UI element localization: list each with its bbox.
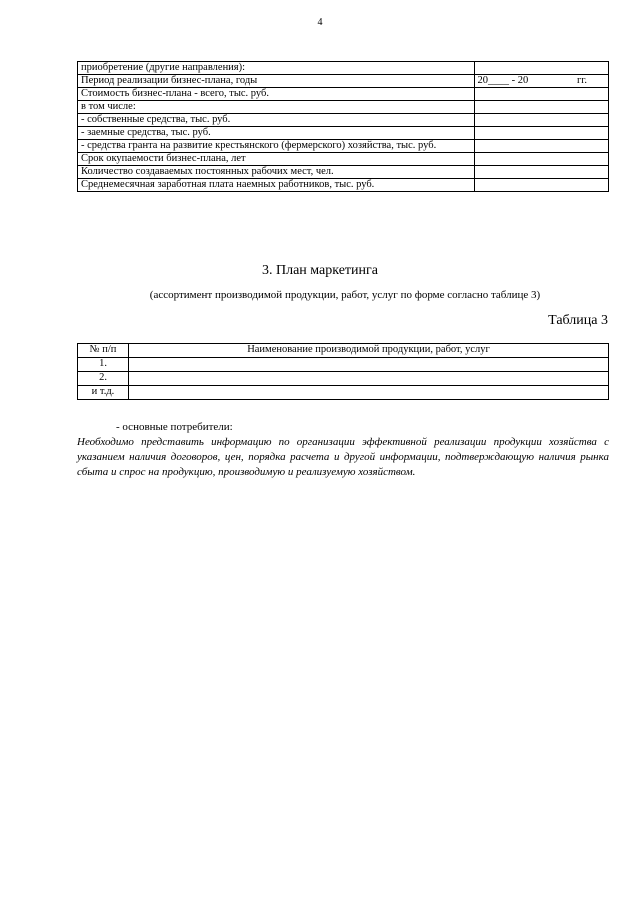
row-name [129, 386, 609, 400]
row-value [474, 166, 608, 179]
section-title: 3. План маркетинга [261, 263, 378, 278]
row-value [474, 153, 608, 166]
period-end: гг. [576, 75, 587, 86]
table-row [78, 114, 609, 127]
table-row [78, 101, 609, 114]
business-plan-summary-table [77, 61, 609, 192]
row-label: в том числе: [78, 101, 475, 114]
row-number: 2. [78, 372, 129, 386]
period-start: 20____ - 20 [477, 75, 529, 86]
section-subtitle: (ассортимент производимой продукции, работ, услуг по форме согласно таблице 3) [149, 289, 541, 301]
row-label: - заемные средства, тыс. руб. [78, 127, 475, 140]
table-row [78, 140, 609, 153]
table-row [78, 127, 609, 140]
table-row [78, 166, 609, 179]
row-value [474, 114, 608, 127]
row-value [474, 179, 608, 192]
table-row [78, 153, 609, 166]
table-header-row [78, 344, 609, 358]
table-row [78, 88, 609, 101]
page-number: 4 [317, 17, 323, 28]
table-row [78, 179, 609, 192]
row-label: Период реализации бизнес-плана, годы [78, 75, 475, 88]
row-name [129, 372, 609, 386]
table-caption: Таблица 3 [548, 313, 608, 328]
row-label: - собственные средства, тыс. руб. [78, 114, 475, 127]
instruction-note: Необходимо представить информацию по организации эффективной реализации продукции хозяйства с указанием наличия договоров, цен, порядка расчета и другой информации, подтверждающую наличия рынка сбыта и спрос на продукцию, производимую и реализуемую хозяйством. [77, 436, 609, 478]
row-label: Стоимость бизнес-плана - всего, тыс. руб. [78, 88, 475, 101]
row-value [474, 101, 608, 114]
row-number: 1. [78, 358, 129, 372]
table-row [78, 372, 609, 386]
products-table [77, 343, 609, 400]
column-header-name: Наименование производимой продукции, работ, услуг [129, 344, 609, 358]
table-row [78, 358, 609, 372]
table-row [78, 62, 609, 75]
row-number: и т.д. [78, 386, 129, 400]
row-label: Срок окупаемости бизнес-плана, лет [78, 153, 475, 166]
main-consumers-label: - основные потребители: [116, 421, 233, 433]
table-row [78, 75, 609, 88]
row-label: Среднемесячная заработная плата наемных работников, тыс. руб. [78, 179, 475, 192]
row-value [474, 62, 608, 75]
row-name [129, 358, 609, 372]
row-value [474, 88, 608, 101]
row-label: Количество создаваемых постоянных рабочих мест, чел. [78, 166, 475, 179]
row-value [474, 127, 608, 140]
period-value [474, 75, 608, 88]
row-label: приобретение (другие направления): [78, 62, 475, 75]
row-label: - средства гранта на развитие крестьянского (фермерского) хозяйства, тыс. руб. [78, 140, 475, 153]
column-header-number: № п/п [78, 344, 129, 358]
table-row [78, 386, 609, 400]
row-value [474, 140, 608, 153]
